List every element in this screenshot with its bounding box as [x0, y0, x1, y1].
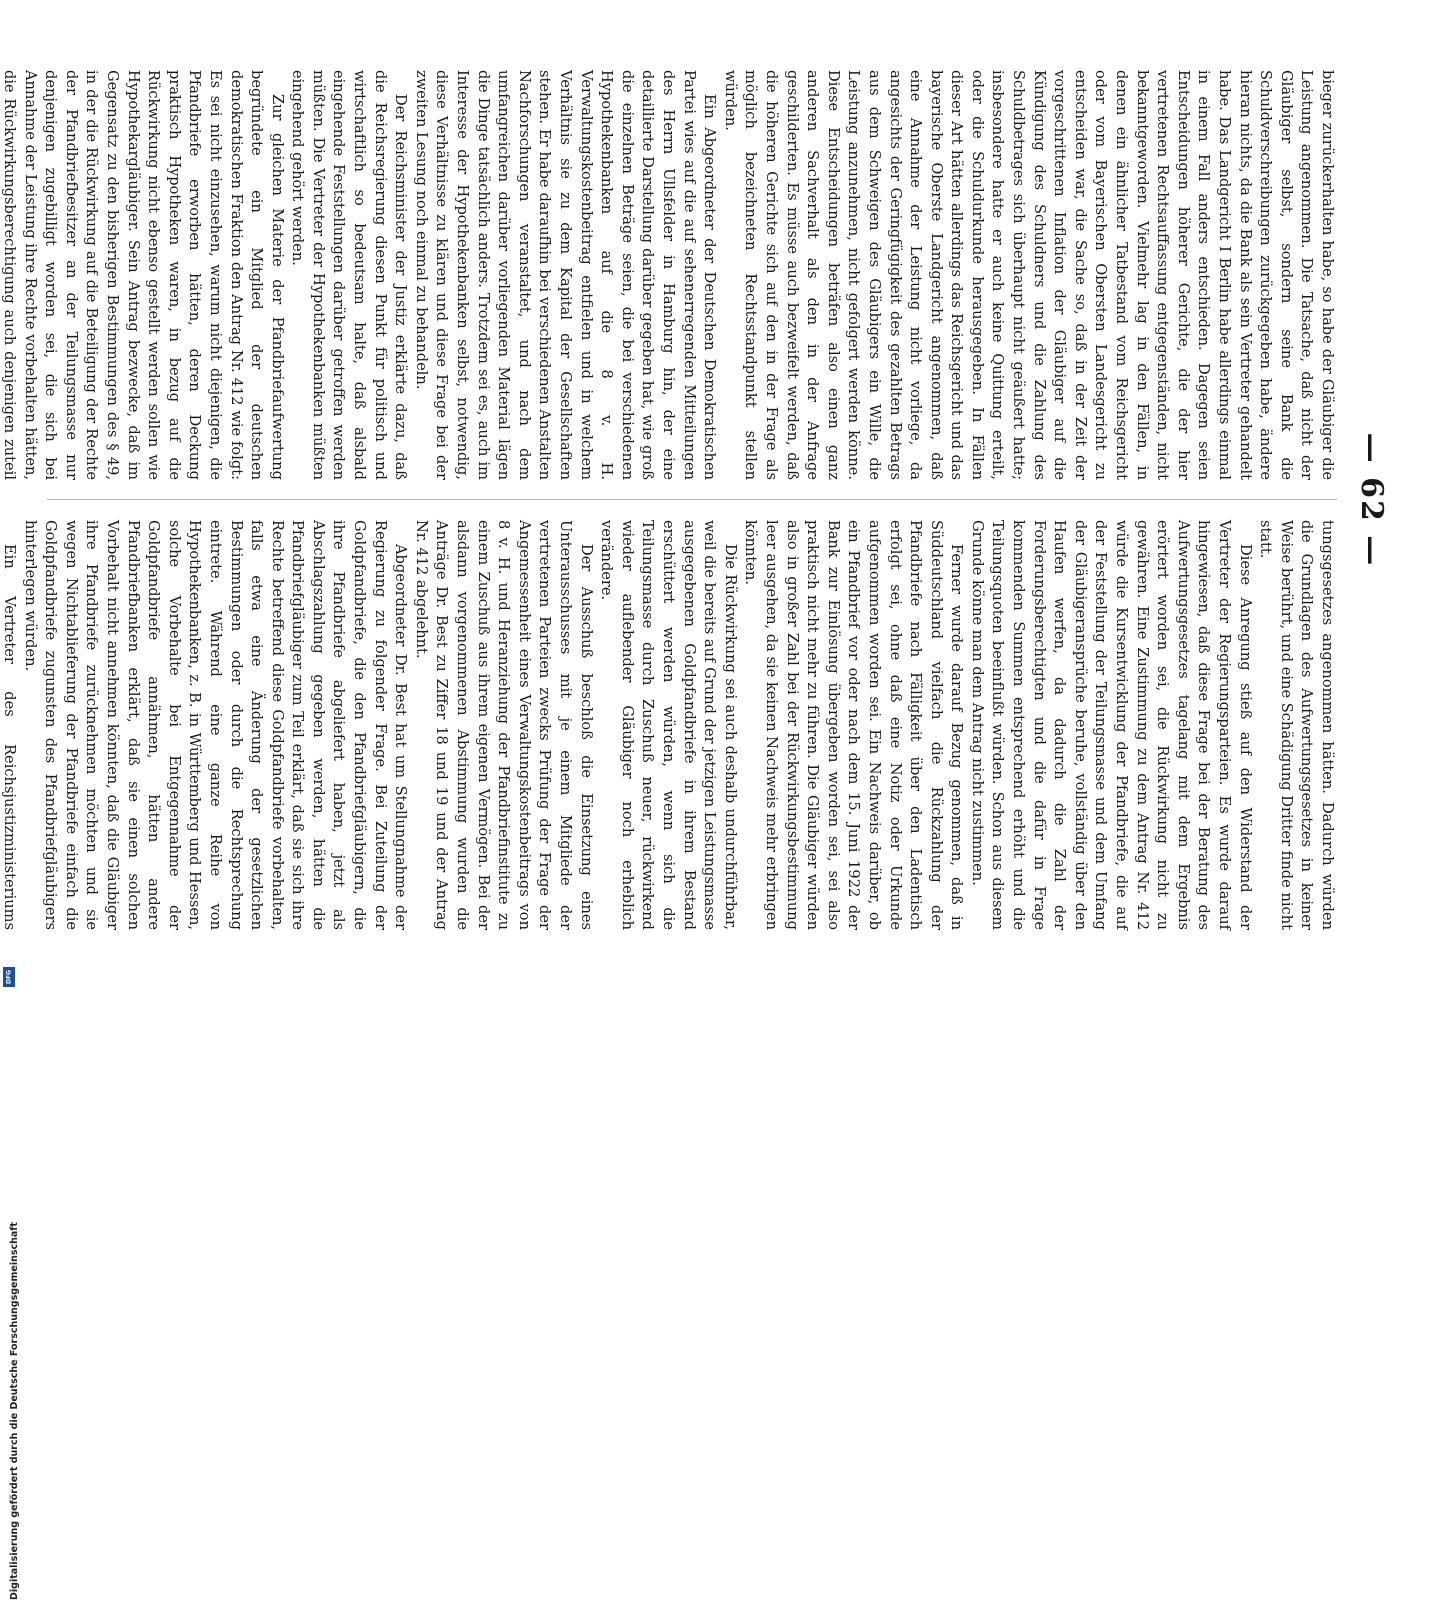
digitization-credit	[2, 606, 20, 1600]
credit-text: Digitalisierung gefördert durch die Deutsche Forschungsgemeinschaft	[9, 1222, 20, 1600]
right-column	[1, 520, 1337, 931]
paragraph: Der Ausschuß beschloß die Einsetzung eines Unterausschusses mit je einem Mitgliede der vertretenen Parteien zwecks Prüfung der Frage der Angemessenheit eines Verwaltungskostenbeitrags von 8 v. H. und Heranziehung der Pfandbriefinstitute zu einem Zuschuß aus ihrem eigenen Vermögen. Bei der alsdann vorgenommenen Abstimmung wurden die Anträge Dr. Best zu Ziffer 18 und 19 und der Antrag Nr. 412 abgelehnt.	[412, 520, 595, 930]
rotated-page	[1, 60, 1407, 940]
paragraph: bieger zurückerhalten habe, so habe der Gläubiger die Leistung angenommen. Die Tatsache, daß nicht der Gläubiger selbst, sondern seine Bank die Schuldverschreibungen zurückgegeben habe, ändere hieran nichts, da die Bank als sein Vertreter gehandelt habe. Das Landgericht I Berlin habe allerdings einmal in einem Fall anders entschieden. Dagegen seien Entscheidungen höherer Gerichte, die der hier vertretenen Rechtsauffassung entgegenständen, nicht bekanntgeworden. Vielmehr lag in den Fällen, in denen ein ähnlicher Tatbestand vom Reichsgericht oder vom Bayerischen Obersten Landesgericht zu entscheiden war, die Sache so, daß in der Zeit der vorgeschrittenen Inflation der Gläubiger auf die Kündigung des Schuldners und die Zahlung des Schuldbetrages sich überhaupt nicht geäußert hatte; insbesondere hatte er auch keine Quittung erteilt, oder die Schuldurkunde herausgegeben. In Fällen dieser Art hätten allerdings das Reichsgericht und das bayerische Oberste Landgericht angenommen, daß eine Annahme der Leistung nicht vorliege, da angesichts der Geringfügigkeit des gezahlten Betrags aus dem Schweigen des Gläubigers ein Wille, die Leistung anzunehmen, nicht gefolgert werden könne. Diese Entscheidungen beträfen also einen ganz anderen Sachverhalt als den in der Anfrage geschilderten. Es müsse auch bezweifelt werden, daß die höheren Gerichte sich auf den in der Frage als möglich bezeichneten Rechtsstandpunkt stellen würden.	[721, 70, 1336, 480]
paragraph: Abgeordneter Dr. Best hat um Stellungnahme der Regierung zu folgender Frage. Bei Zuteilung der Goldpfandbriefe, die den Pfandbriefgläubigern, die ihre Pfandbriefe abgeliefert haben, jetzt als Abschlagszahlung gegeben werden, hätten die Pfandbriefgläubiger zum Teil erklärt, daß sie sich ihre Rechte betreffend diese Goldpfandbriefe vorbehalten, falls etwa eine Änderung der gesetzlichen Bestimmungen oder durch die Rechtsprechung eintrete. Während eine ganze Reihe von Hypothekenbanken, z. B. in Württemberg und Hessen, solche Vorbehalte bei Entgegennahme der Goldpfandbriefe annähmen, hätten andere Pfandbriefbanken erklärt, daß sie einen solchen Vorbehalt nicht annehmen könnten, daß die Gläubiger ihre Pfandbriefe zurücknehmen möchten und sie wegen Nichtablieferung der Pfandbriefe einfach die Goldpfandbriefe zugunsten des Pfandbriefgläubigers hinterlegen würden.	[21, 520, 410, 930]
paragraph: Ein Vertreter des Reichsjustizministeriums	[1, 544, 18, 930]
paragraph: tungsgesetzes angenommen hätten. Dadurch würden die Grundlagen des Aufwertungsgesetzes in keiner Weise berührt, und eine Schädigung Dritter finde nicht statt.	[1257, 520, 1336, 930]
column-divider	[47, 499, 1337, 500]
paragraph: Ferner wurde darauf Bezug genommen, daß in Süddeutschland vielfach die Rückzahlung der Pfandbriefe nach Fälligkeit über den Ladentisch erfolgt sei, ohne daß eine Notiz oder Urkunde aufgenommen worden sei. Ein Nachweis darüber, ob ein Pfandbrief vor oder nach dem 15. Juni 1922 der Bank zur Einlösung übergeben worden sei, sei also praktisch nicht mehr zu führen. Die Gläubiger würden also in großer Zahl bei der Rückwirkungsbestimmung leer ausgehen, da sie keinen Nachweis mehr erbringen könnten.	[742, 520, 966, 931]
page-number: — 62 —	[1354, 432, 1389, 568]
paragraph: Diese Anregung stieß auf den Widerstand der Vertreter der Regierungsparteien. Es wurde darauf hingewiesen, daß diese Frage bei der Beratung des Aufwertungsgesetzes tagelang mit dem Ergebnis erörtert worden sei, die Rückwirkung nicht zu gewähren. Eine Zustimmung zu dem Antrag Nr. 412 würde die Kursentwicklung der Pfandbriefe, die auf der Feststellung der Teilungsmasse und dem Umfang der Gläubigeransprüche beruhe, vollständig über den Haufen werfen, da dadurch die Zahl der Forderungsberechtigten und die dafür in Frage kommenden Summen entsprechend erhöht und die Teilungsquoten beeinflußt würden. Schon aus diesem Grunde könne man dem Antrag nicht zustimmen.	[968, 520, 1254, 930]
left-column	[1, 70, 1337, 480]
paragraph: Der Reichsminister der Justiz erklärte dazu, daß die Reichsregierung diesen Punkt für politisch und wirtschaftlich so bedeutsam halte, daß alsbald eingehende Feststellungen darüber getroffen werden müßten. Die Vertreter der Hypothekenbanken müßten eingehend gehört werden.	[289, 70, 410, 480]
paragraph: Zur gleichen Materie der Pfandbriefaufwertung begründete ein Mitglied der deutschen demokratischen Fraktion den Antrag Nr. 412 wie folgt: Es sei nicht einzusehen, warum nicht diejenigen, die Pfandbriefe erworben hätten, deren Deckung praktisch Hypotheken waren, in bezug auf die Rückwirkung nicht ebenso gestellt werden sollen wie Hypothekargläubiger. Sein Antrag bezwecke, daß im Gegensatz zu den bisherigen Bestimmungen des § 49, in der die Rückwirkung auf die Beteiligung der Rechte der Pfandbriefbesitzer an der Teilungsmasse nur denjenigen zugebilligt worden sei, die sich bei Annahme der Leistung ihre Rechte vorbehalten hätten, die Rückwirkungsberechtigung auch denjenigen zuteil	[1, 70, 286, 480]
paragraph: Die Rückwirkung sei auch deshalb undurchführbar, weil die bereits auf Grund der jetzigen Leistungsmasse ausgegebenen Goldpfandbriefe in ihrem Bestand erschüttert werden würden, wenn sich die Teilungsmasse durch Zuschuß neuer, rückwirkend wieder auflebender Gläubiger noch erheblich verändere.	[598, 520, 739, 930]
paragraph: Ein Abgeordneter der Deutschen Demokratischen Partei wies auf die auf sehenerregenden Mitteilungen des Herrn Ullsfelder in Hamburg hin, der eine detaillierte Darstellung darüber gegeben hat, wie groß die einzelnen Beträge seien, die bei verschiedenen Hypothekenbanken auf die 8 v. H. Verwaltungskostenbeitrag entfielen und in welchem Verhältnis sie zu dem Kapital der Gesellschaften stehen. Er habe daraufhin bei verschiedenen Anstalten Nachforschungen veranstaltet, und nach dem umfangreichen darüber vorliegenden Material lägen die Dinge tatsächlich anders. Trotzdem sei es, auch im Interesse der Hypothekenbanken selbst, notwendig, diese Verhältnisse zu klären und diese Frage bei der zweiten Lesung noch einmal zu behandeln.	[412, 70, 719, 480]
dfg-logo-icon: DFG	[3, 967, 15, 987]
